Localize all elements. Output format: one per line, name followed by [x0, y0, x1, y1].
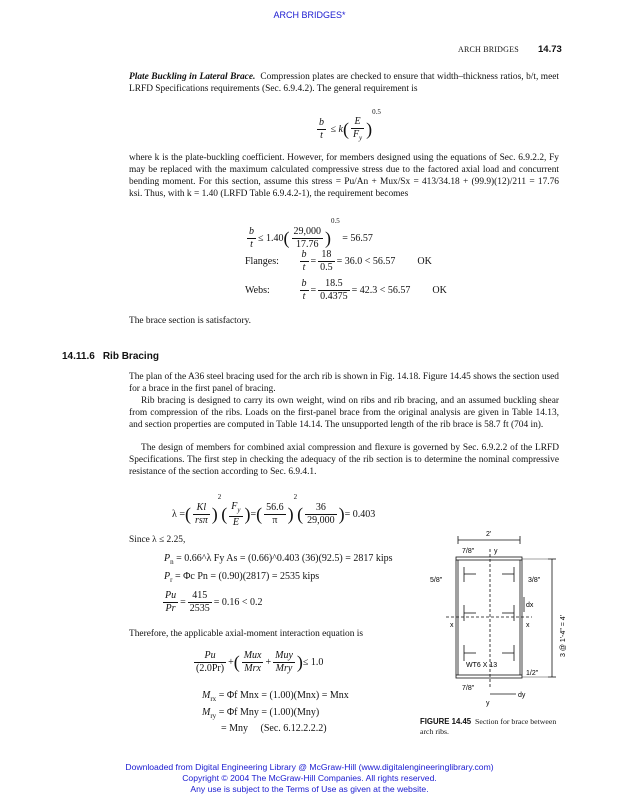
load-ratio-equation: $\frac{Pu}{Pr}$ = $\frac{415}{2535}$ = 0.16 < 0.2	[165, 590, 263, 614]
therefore-statement: Therefore, the applicable axial-moment interaction equation is	[129, 629, 364, 639]
right-plate-thickness-label: 3/8"	[528, 577, 541, 584]
figure-caption-label: FIGURE 14.45	[420, 717, 472, 726]
top-thickness-label: 7/8"	[462, 548, 475, 555]
webs-check: Webs: $\frac{b}{t}$ = $\frac{18.5}{0.4375}$ = 42.3 < 56.57 OK	[245, 278, 447, 302]
bottom-thickness-label: 7/8"	[462, 685, 475, 692]
footer-copyright: Copyright © 2004 The McGraw-Hill Companies. All rights reserved.	[182, 773, 437, 783]
source-banner[interactable]: ARCH BRIDGES*	[273, 10, 346, 20]
footer-download-notice[interactable]: Downloaded from Digital Engineering Library @ McGraw-Hill (www.digitalengineeringlibrary.com)	[125, 762, 494, 772]
rib-bracing-paragraph-2: Rib bracing is designed to carry its own weight, wind on ribs and rib bracing, and an assumed buckling shear from compression of the ribs. Loads on the first-panel brace from the original analysis are given in Table 14.13, and section properties are computed in Table 14.14. The unsupported length of the rib brace is 58.7 ft (704 in).	[129, 396, 559, 430]
dx-label: dx	[526, 602, 534, 609]
spacing-dimension-label: 3 @ 1'-4" = 4'	[560, 614, 567, 657]
figure-caption-text: Section for brace between arch ribs.	[420, 717, 557, 736]
figure-caption	[420, 717, 570, 736]
pn-equation: $P_n$ = 0.66^λ Fy As = (0.66)^0.403 (36)(92.5) = 2817 kips	[164, 553, 393, 566]
flanges-status: OK	[417, 255, 432, 267]
flanges-check: Flanges: $\frac{b}{t}$ = $\frac{18}{0.5}$ = 36.0 < 56.57 OK	[245, 249, 432, 273]
pr-equation: $P_r = \Phi c$ Pn = (0.90)(2817) = 2535 kips	[164, 571, 320, 584]
mry-equation: $M_{ry} = \Phi f$ Mny = (1.00)(Mny)	[202, 707, 320, 720]
rib-bracing-paragraph-1: The plan of the A36 steel bracing used for the arch rib is shown in Fig. 14.18. Figure 14.45 shows the section used for a brace in the first panel of bracing.	[129, 372, 559, 394]
plate-buckling-heading: Plate Buckling in Lateral Brace.	[129, 72, 256, 82]
y-axis-label-bottom: y	[486, 700, 490, 707]
bottom-plate-thickness-label: 1/2"	[526, 670, 539, 677]
wt-member-label: WT6 X 13	[466, 662, 498, 669]
footer-terms-of-use[interactable]: Any use is subject to the Terms of Use as given at the website.	[190, 784, 429, 794]
webs-status: OK	[432, 284, 447, 296]
general-requirement-equation: $\frac{b}{t}$ ≤ k( $\frac{E}{F_y}$ )$^{0.5}$	[319, 108, 381, 142]
y-axis-label-top: y	[494, 548, 498, 555]
x-axis-label-right: x	[526, 622, 530, 629]
section-heading	[62, 351, 167, 362]
interaction-equation: $\frac{Pu}{(2.0Pr)}$ +( $\frac{\text{Mux}}{\text{Mrx}}$ + $\frac{\text{Muy}}{\text{Mry}}$ )≤ 1.0	[196, 650, 324, 674]
section-number: 14.11.6	[62, 351, 95, 362]
dy-label: dy	[518, 692, 526, 699]
mny-equation: = Mny (Sec. 6.12.2.2.2)	[221, 723, 327, 734]
section-title: Rib Bracing	[102, 351, 159, 362]
since-statement: Since λ ≤ 2.25,	[129, 535, 186, 545]
mrx-equation: $M_{rx} = \Phi f$ Mnx = (1.00)(Mnx) = Mnx	[202, 690, 349, 703]
page-number: 14.73	[538, 44, 562, 55]
rib-bracing-paragraph-3: The design of members for combined axial compression and flexure is governed by Sec. 6.9.2.2 of the LRFD Specifications. The first step in checking the adequacy of the rib section is to determine the nominal compressive resistance of the section according to Sec. 6.9.4.1.	[129, 443, 559, 477]
brace-section-figure	[420, 527, 570, 717]
running-title: ARCH BRIDGES	[458, 45, 519, 54]
bottom-plate	[456, 675, 522, 678]
top-plate	[456, 557, 522, 560]
plate-buckling-intro	[129, 72, 559, 96]
left-plate-thickness-label: 5/8"	[430, 577, 443, 584]
x-axis-label-left: x	[450, 622, 454, 629]
plate-buckling-body: where k is the plate-buckling coefficient. However, for members designed using the equations of Sec. 6.9.2.2, Fy may be replaced with the maximum calculated compressive stress due to the factored axial load and concurrent bending moment. For this section, assume this stress = Pu/An + Mux/Sx = 413/34.18 + (99.9)(12)/211 = 17.76 ksi. Thus, with k = 1.40 (LRFD Table 6.9.4.2-1), the requirement becomes	[129, 153, 559, 199]
requirement-equation: $\frac{b}{t}$ ≤ 1.40( $\frac{29,000}{17.76}$ )$^{0.5}$ = 56.57	[249, 217, 373, 251]
width-dimension-label: 2'	[486, 531, 492, 538]
plate-buckling-intro-text: Compression plates are checked to ensure that width–thickness ratios, b/t, meet LRFD Specifications requirements (Sec. 6.9.4.2). The general requirement is	[129, 72, 560, 94]
plate-buckling-conclusion: The brace section is satisfactory.	[129, 316, 251, 326]
lambda-equation: λ =( $\frac{Kl}{\text{rsπ}}$ )$^2$( $\frac{F_y}{E}$ )=( $\frac{56.6}{\pi}$ )$^2$( $\frac{36}{29,000}$ )= 0.403	[172, 493, 376, 528]
mny-reference: (Sec. 6.12.2.2.2)	[260, 723, 327, 734]
